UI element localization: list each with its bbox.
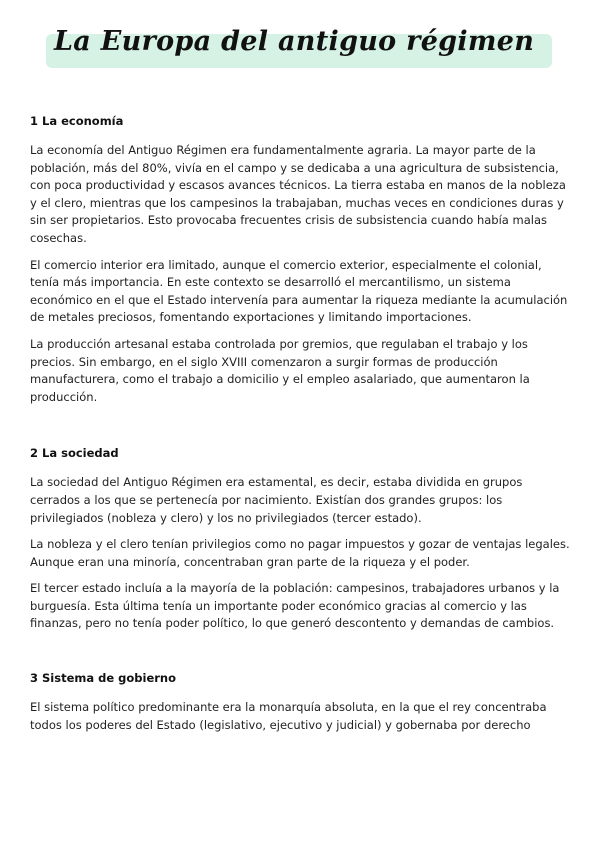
title-banner: [40, 24, 560, 72]
section-sociedad: [30, 446, 570, 633]
page-title: La Europa del antiguo régimen: [54, 26, 535, 57]
document-body: [30, 114, 570, 774]
section-heading: 3 Sistema de gobierno: [30, 671, 177, 686]
paragraph: El tercer estado incluía a la mayoría de la población: campesinos, trabajadores urbanos y la burguesía. Esta última tenía un importante poder económico gracias al comercio y las finanzas, pero no tenía poder político, lo que generó descontento y demandas de cambios.: [30, 581, 560, 631]
section-heading: 1 La economía: [30, 114, 124, 128]
paragraph: El comercio interior era limitado, aunque el comercio exterior, especialmente el colonial, tenía más importancia. En este contexto se desarrolló el mercantilismo, un sistema económico en el que el Estado intervenía para aumentar la riqueza mediante la acumulación de metales preciosos, fomentando exportaciones y limitando importaciones.: [30, 257, 568, 325]
section-heading: 2 La sociedad: [30, 446, 119, 461]
paragraph: La producción artesanal estaba controlada por gremios, que regulaban el trabajo y los precios. Sin embargo, en el siglo XVIII comenzaron a surgir formas de producción manufacturera, como el trabajo a domicilio y el empleo asalariado, que aumentaron la producción.: [30, 336, 530, 404]
paragraph: La sociedad del Antiguo Régimen era estamental, es decir, estaba dividida en grupos cerrados a los que se pertenecía por nacimiento. Existían dos grandes grupos: los privilegiados (nobleza y clero) y los no privilegiados (tercer estado).: [30, 475, 523, 525]
section-economia: [30, 114, 570, 406]
paragraph: La nobleza y el clero tenían privilegios como no pagar impuestos y gozar de ventajas legales. Aunque eran una minoría, concentraban gran parte de la riqueza y el poder.: [30, 537, 570, 569]
paragraph: La economía del Antiguo Régimen era fundamentalmente agraria. La mayor parte de la población, más del 80%, vivía en el campo y se dedicaba a una agricultura de subsistencia, con poca productividad y escasos avances técnicos. La tierra estaba en manos de la nobleza y el clero, mientras que los campesinos la trabajaban, muchas veces en condiciones duras y sin ser propietarios. Esto provocaba frecuentes crisis de subsistencia cuando había malas cosechas.: [30, 143, 566, 245]
paragraph: El sistema político predominante era la monarquía absoluta, en la que el rey concentraba todos los poderes del Estado (legislativo, ejecutivo y judicial) y gobernaba por derecho: [30, 700, 547, 732]
section-gobierno: [30, 671, 570, 734]
